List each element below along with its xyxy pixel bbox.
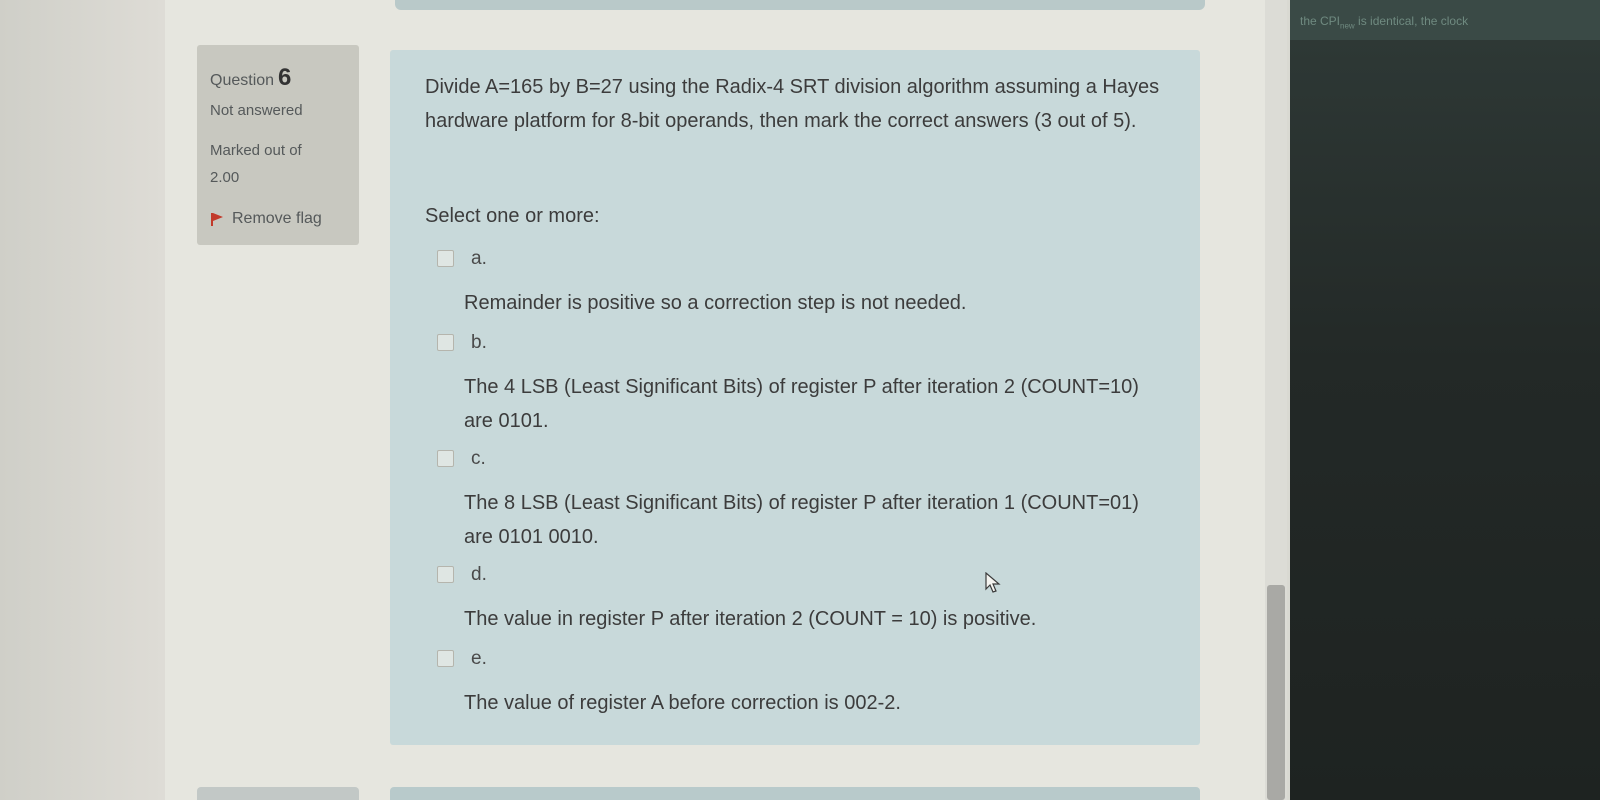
previous-question-card-edge: [395, 0, 1205, 10]
option-text: The 8 LSB (Least Significant Bits) of register P after iteration 1 (COUNT=01) are 0101 0010.: [464, 492, 1139, 548]
option-text: The value in register P after iteration 2 (COUNT = 10) is positive.: [464, 608, 1037, 630]
option-text: The 4 LSB (Least Significant Bits) of register P after iteration 2 (COUNT=10) are 0101.: [464, 376, 1139, 432]
next-question-card-edge: [390, 787, 1200, 800]
remove-flag-label: Remove flag: [232, 210, 322, 227]
option-text: The value of register A before correction is 002-2.: [464, 692, 901, 714]
checkbox-icon[interactable]: [437, 334, 454, 351]
question-number-label: Question 6: [210, 64, 292, 91]
option-text: Remainder is positive so a correction step is not needed.: [464, 292, 967, 314]
mouse-cursor-icon: [985, 572, 1001, 594]
marked-out-of-value: 2.00: [210, 169, 240, 186]
option-letter: d.: [471, 564, 487, 585]
page-left-margin: [0, 0, 165, 800]
checkbox-icon[interactable]: [437, 566, 454, 583]
next-info-box-edge: [197, 787, 359, 800]
flag-icon: [210, 212, 224, 226]
option-letter: b.: [471, 332, 487, 353]
background-window-text: the $CPI_{new}$ is identical, the clock: [1300, 14, 1469, 31]
checkbox-icon[interactable]: [437, 250, 454, 267]
question-text: Divide A=165 by B=27 using the Radix-4 SRT division algorithm assuming a Hayes hardware platform for 8-bit operands, then mark the correct answers (3 out of 5).: [425, 76, 1160, 132]
remove-flag-link[interactable]: [210, 210, 322, 228]
scrollbar-thumb[interactable]: [1267, 585, 1285, 800]
checkbox-icon[interactable]: [437, 650, 454, 667]
option-letter: a.: [471, 248, 487, 269]
option-letter: c.: [471, 448, 486, 469]
select-prompt: Select one or more:: [425, 205, 600, 227]
checkbox-icon[interactable]: [437, 450, 454, 467]
background-window: [1290, 0, 1600, 800]
question-status: Not answered: [210, 102, 303, 119]
question-number: 6: [278, 64, 292, 91]
marked-out-of-label: Marked out of: [210, 142, 302, 159]
option-letter: e.: [471, 648, 487, 669]
